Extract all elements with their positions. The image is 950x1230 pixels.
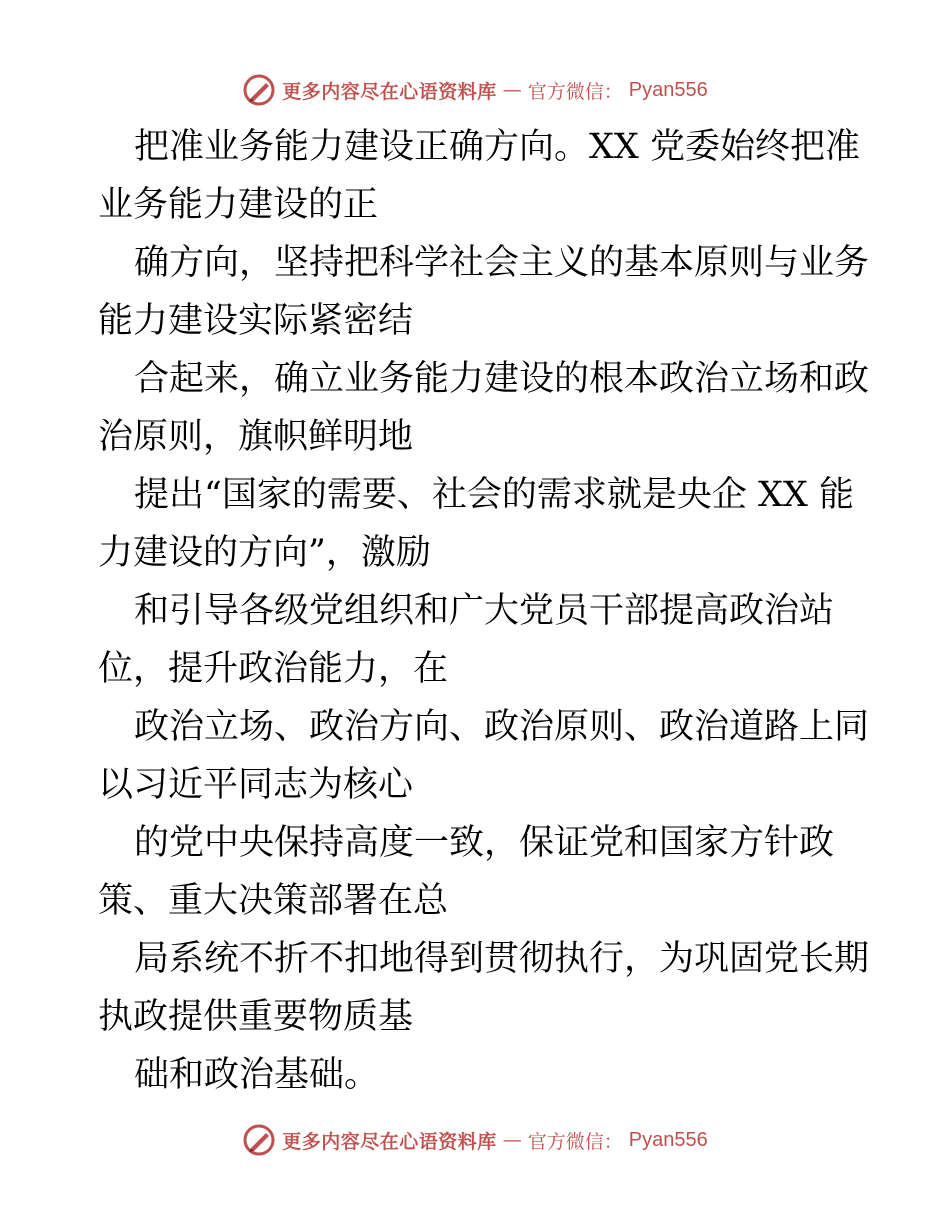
text-line: 政治立场、政治方向、政治原则、政治道路上同 <box>134 707 870 747</box>
text-line: 合起来，确立业务能力建设的根本政治立场和政 <box>134 359 870 399</box>
text-line: 力建设的方向”，激励 <box>98 533 431 573</box>
header-dash: — <box>502 79 522 101</box>
text-line: 治原则，旗帜鲜明地 <box>98 417 414 457</box>
header-site-text: 更多内容尽在心语资料库 <box>282 80 497 103</box>
text-line: 和引导各级党组织和广大党员干部提高政治站 <box>134 591 835 631</box>
document-body <box>98 118 870 1104</box>
text-line: 局系统不折不扣地得到贯彻执行，为巩固党长期 <box>134 939 870 979</box>
header-banner <box>0 70 950 110</box>
text-line: 础和政治基础。 <box>134 1055 380 1095</box>
pen-circle-logo-icon <box>242 1123 276 1157</box>
pen-circle-logo-icon <box>242 73 276 107</box>
footer-wechat-id: Pyan556 <box>628 1128 708 1151</box>
text-line: 确方向，坚持把科学社会主义的基本原则与业务 <box>134 243 870 283</box>
footer-wechat-label: 官方微信： <box>527 1130 623 1153</box>
text-line: 策、重大决策部署在总 <box>98 881 449 921</box>
footer-site-text: 更多内容尽在心语资料库 <box>282 1130 497 1153</box>
text-line: 以习近平同志为核心 <box>98 765 414 805</box>
text-line: 的党中央保持高度一致，保证党和国家方针政 <box>134 823 835 863</box>
text-line: 执政提供重要物质基 <box>98 997 414 1037</box>
footer-dash: — <box>502 1129 522 1151</box>
text-line: 把准业务能力建设正确方向。XX 党委始终把准 <box>134 127 860 167</box>
text-line: 能力建设实际紧密结 <box>98 301 414 341</box>
text-line: 提出“国家的需要、社会的需求就是央企 XX 能 <box>134 475 854 515</box>
header-wechat-label: 官方微信： <box>527 80 623 103</box>
text-line: 业务能力建设的正 <box>98 185 379 225</box>
footer-banner <box>0 1120 950 1160</box>
header-wechat-id: Pyan556 <box>628 78 708 101</box>
text-line: 位，提升政治能力，在 <box>98 649 449 689</box>
